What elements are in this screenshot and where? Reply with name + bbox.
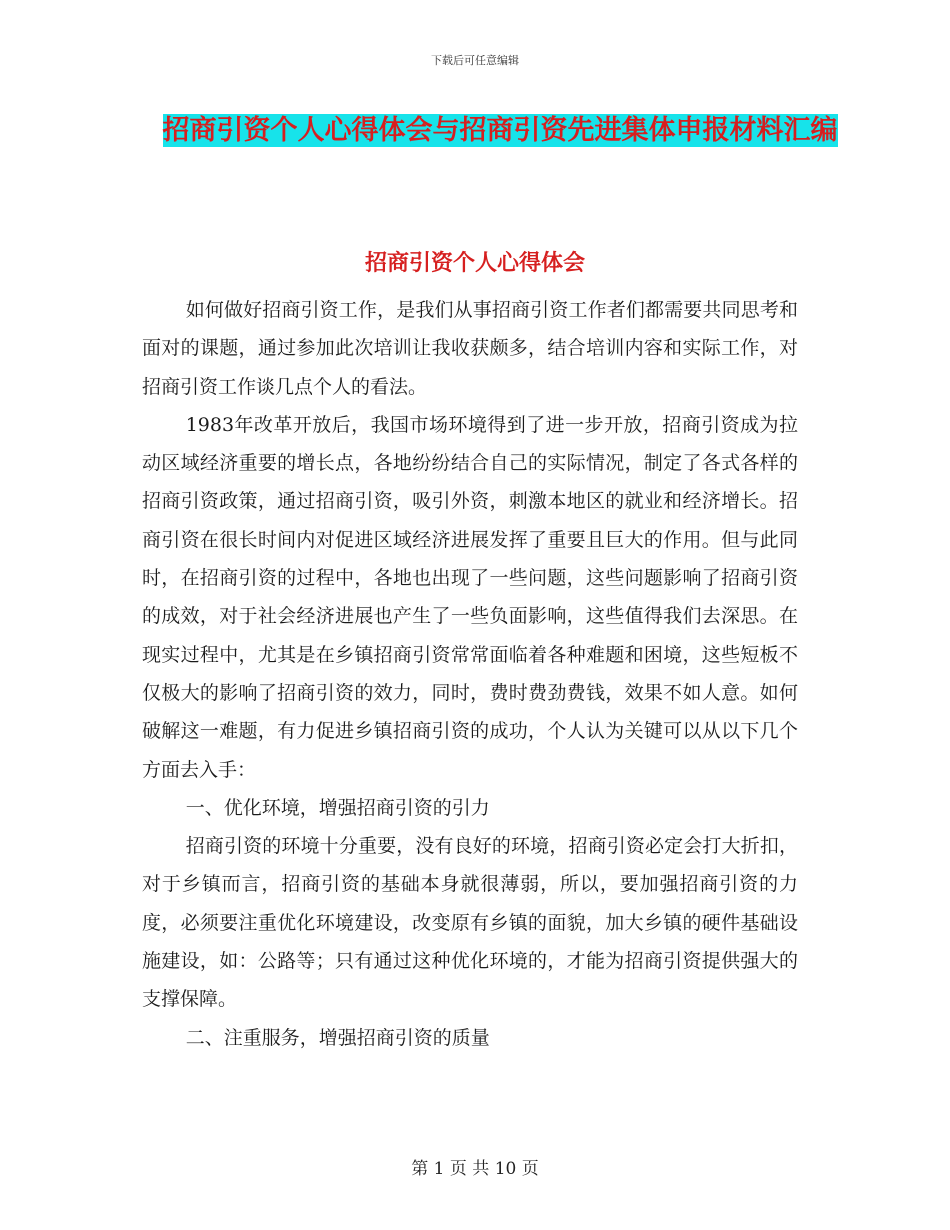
paragraph: 二、注重服务，增强招商引资的质量 <box>185 1026 490 1049</box>
page-footer: 第 1 页 共 10 页 <box>411 1159 539 1179</box>
document-title <box>150 106 850 156</box>
section-title: 招商引资个人心得体会 <box>364 250 585 276</box>
paragraph: 1983年改革开放后，我国市场环境得到了进一步开放，招商引资成为拉动区域经济重要的增长点，各地纷纷结合自己的实际情况，制定了各式各样的招商引资政策，通过招商引资，吸引外资，刺激本地区的就业和经济增长。招商引资在很长时间内对促进区域经济进展发挥了重要且巨大的作用。但与此同时，在招商引资的过程中，各地也出现了一些问题，这些问题影响了招商引资的成效，对于社会经济进展也产生了一些负面影响，这些值得我们去深思。在现实过程中，尤其是在乡镇招商引资常常面临着各种难题和困境，这些短板不仅极大的影响了招商引资的效力，同时，费时费劲费钱，效果不如人意。如何破解这一难题，有力促进乡镇招商引资的成功，个人认为关键可以从以下几个方面去入手： <box>142 413 798 781</box>
header-note: 下载后可任意编辑 <box>431 54 519 67</box>
paragraph: 如何做好招商引资工作，是我们从事招商引资工作者们都需要共同思考和面对的课题，通过参加此次培训让我收获颇多，结合培训内容和实际工作，对招商引资工作谈几点个人的看法。 <box>142 299 798 398</box>
paragraph: 一、优化环境，增强招商引资的引力 <box>185 796 490 819</box>
paragraph: 招商引资的环境十分重要，没有良好的环境，招商引资必定会打大折扣，对于乡镇而言，招商引资的基础本身就很薄弱，所以，要加强招商引资的力度，必须要注重优化环境建设，改变原有乡镇的面貌，加大乡镇的硬件基础设施建设，如：公路等；只有通过这种优化环境的，才能为招商引资提供强大的支撑保障。 <box>142 835 798 1011</box>
document-title-text: 招商引资个人心得体会与招商引资先进集体申报材料汇编 <box>162 115 838 146</box>
body-text <box>142 291 798 1057</box>
